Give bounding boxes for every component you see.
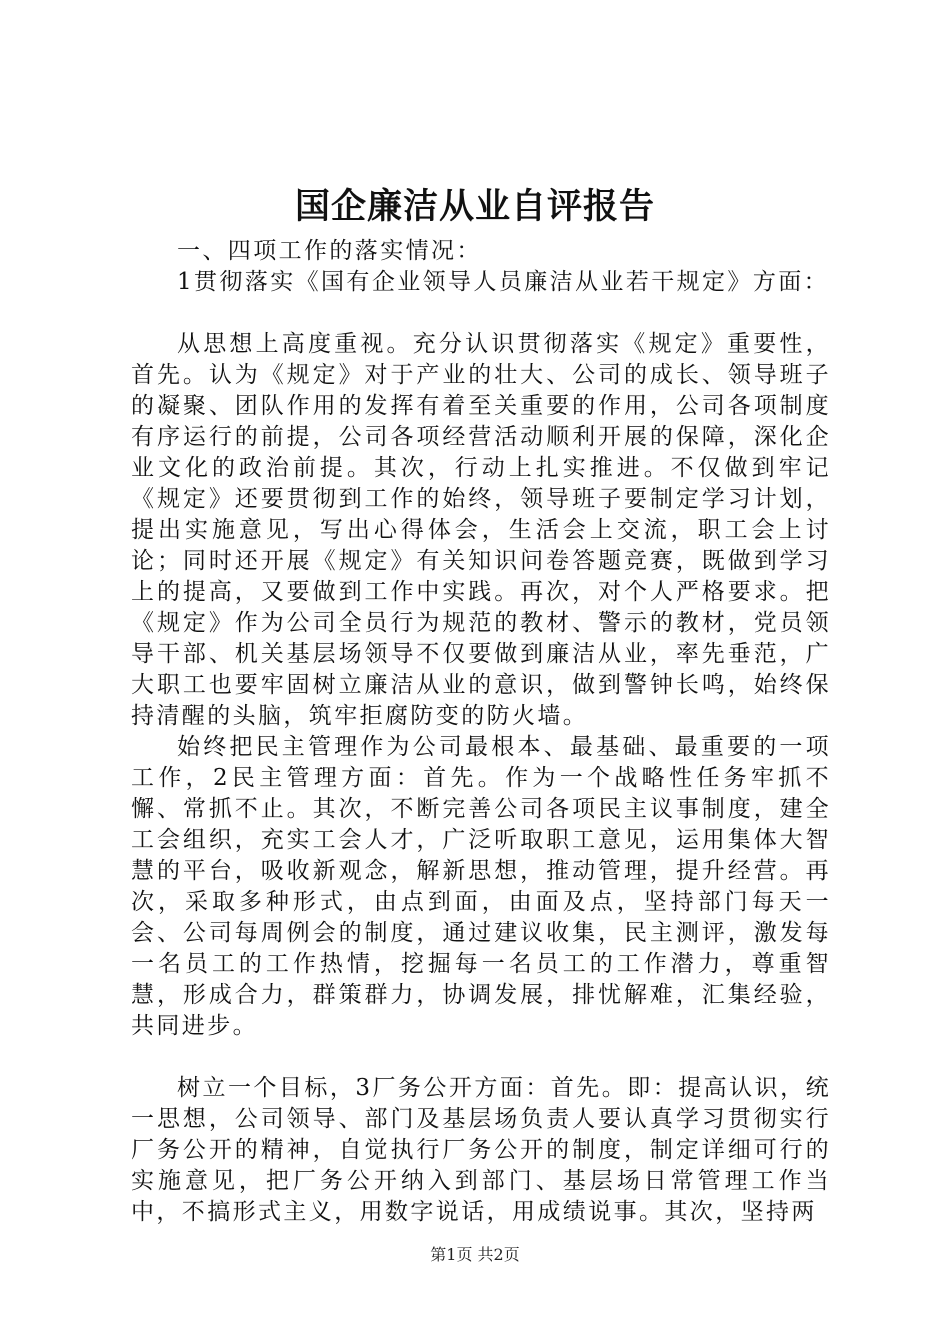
subsection-heading: 1贯彻落实《国有企业领导人员廉洁从业若干规定》方面： [177,269,830,295]
body-paragraph: 从思想上高度重视。充分认识贯彻落实《规定》重要性，首先。认为《规定》对于产业的壮大、公司的成长、领导班子的凝聚、团队作用的发挥有着至关重要的作用，公司各项制度有序运行的前提，公司各项经营活动顺利开展的保障，深化企业文化的政治前提。其次，行动上扎实推进。不仅做到牢记《规定》还要贯彻到工作的始终，领导班子要制定学习计划，提出实施意见，写出心得体会，生活会上交流，职工会上讨论；同时还开展《规定》有关知识问卷答题竞赛，既做到学习上的提高，又要做到工作中实践。再次，对个人严格要求。把《规定》作为公司全员行为规范的教材、警示的教材，党员领导干部、机关基层场领导不仅要做到廉洁从业，率先垂范，广大职工也要牢固树立廉洁从业的意识，做到警钟长鸣，始终保持清醒的头脑，筑牢拒腐防变的防火墙。 [131,331,831,729]
body-paragraph: 始终把民主管理作为公司最根本、最基础、最重要的一项工作，2民主管理方面：首先。作为一个战略性任务牢抓不懈、常抓不止。其次，不断完善公司各项民主议事制度，建全工会组织，充实工会人才，广泛听取职工意见，运用集体大智慧的平台，吸收新观念，解新思想，推动管理，提升经营。再次，采取多种形式，由点到面，由面及点，坚持部门每天一会、公司每周例会的制度，通过建议收集，民主测评，激发每一名员工的工作热情，挖掘每一名员工的工作潜力，尊重智慧，形成合力，群策群力，协调发展，排忧解难，汇集经验，共同进步。 [131,734,831,1039]
document-body [131,236,831,1228]
body-paragraph: 树立一个目标，3厂务公开方面：首先。即：提高认识，统一思想，公司领导、部门及基层场负责人要认真学习贯彻实行厂务公开的精神，自觉执行厂务公开的制度，制定详细可行的实施意见，把厂务公开纳入到部门、基层场日常管理工作当中，不搞形式主义，用数字说话，用成绩说事。其次，坚持两 [131,1075,831,1225]
section-heading: 一、四项工作的落实情况： [177,238,482,264]
page-number-footer: 第1页 共2页 [430,1245,520,1264]
document-title: 国企廉洁从业自评报告 [294,186,655,227]
